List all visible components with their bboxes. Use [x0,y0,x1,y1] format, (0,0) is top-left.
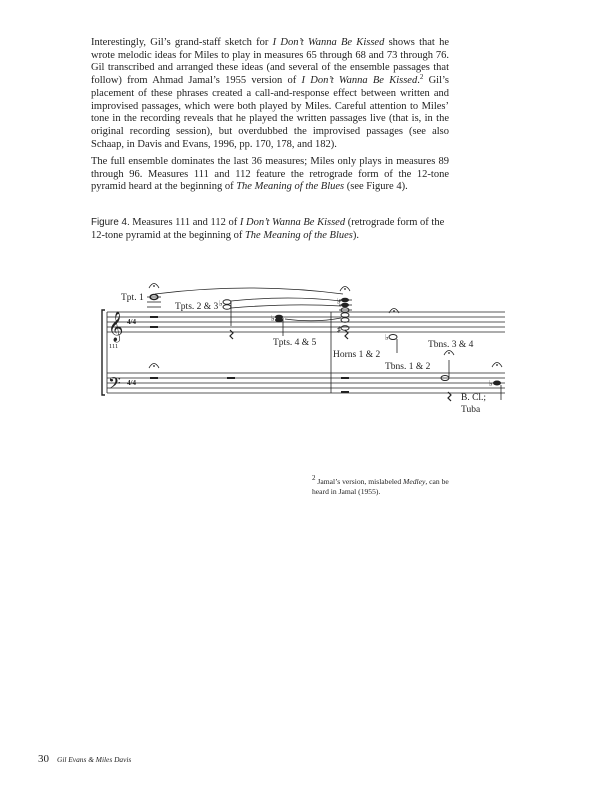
song-title: I Don’t Wanna Be Kissed [301,75,418,87]
tie [231,298,341,301]
text: The full ensemble dominates the last 36 measures; Miles only plays in measures 89 through 96. Measures 111 and 112 feature the retrograde form of the 12-tone pyramid heard at the beginning of [91,156,449,193]
page-number: 30 [38,753,49,765]
treble-clef-icon: 𝄞 [108,312,124,341]
flat-icon: ♭ [385,333,389,342]
text: Jamal’s version, mislabeled [315,477,404,486]
text: Measures 111 and 112 of [129,217,240,228]
time-signature: 4/4 [127,379,136,387]
tie [231,305,341,308]
flat-icon: ♭ [219,299,223,308]
figure-label: Figure 4. [91,217,130,228]
time-signature: 4/4 [127,318,136,326]
running-title: Gil Evans & Miles Davis [57,755,132,764]
text: shows that he wrote melodic ideas for Miles to play in measures 65 through 68 and 73 through 76. Gil transcribed and arranged these ideas (and several of the ensemble passages that follow) from Ahmad Jamal’s 1955 version of [91,37,449,87]
song-title: I Don’t Wanna Be Kissed [239,217,346,228]
text: (see Figure 4). [344,181,408,193]
label-tbns34: Tbns. 3 & 4 [428,340,474,350]
footnote [312,474,462,497]
text: Interestingly, Gil’s grand-staff sketch for [91,37,273,48]
text-italic: Medley [403,477,426,486]
tie [285,318,341,321]
song-title: I Don’t Wanna Be Kissed [272,37,385,48]
text: . [417,75,420,87]
flat-icon: ♭ [271,314,275,323]
text: (retrograde form of the 12-tone pyramid at the beginning of [91,217,445,241]
body-paragraph-1 [91,37,449,151]
music-score [95,250,515,420]
song-title: The Meaning of the Blues [244,229,353,241]
system-bracket [102,310,105,395]
flat-icon: ♭ [489,379,493,388]
page-footer [38,753,131,765]
label-bcl: B. Cl.; [461,393,487,403]
label-tpts23: Tpts. 2 & 3 [175,302,219,312]
text: , can be heard in Jamal (1955). [312,477,449,496]
instrument-labels [109,293,486,415]
bass-clef-icon: 𝄢 [108,375,121,397]
flat-icon: ♭ [337,297,341,306]
song-title: The Meaning of the Blues [236,181,345,193]
label-horns12: Horns 1 & 2 [333,350,381,360]
footnote-number: 2 [312,474,316,482]
label-tpt1: Tpt. 1 [121,293,144,303]
measure-number: 111 [109,343,119,350]
figure-caption [91,217,451,242]
text: ). [352,229,359,241]
text: Gil’s placement of these phrases created a call-and-response effect between written and improvised passages, which were both played by Miles. Careful attention to Miles’ tone in the recording reveals that he played the written passages live (that is, in the original recording session), but overdubbed the improvised passages (see also Schaap, in Davis and Evans, 1996, pp. 170, 178, and 182). [91,75,449,150]
label-tpts45: Tpts. 4 & 5 [273,338,317,348]
sharp-icon: ♯ [337,325,341,334]
body-paragraph-2 [91,156,449,194]
label-tuba: Tuba [461,405,481,415]
footnote-ref: 2 [419,73,424,82]
label-tbns12: Tbns. 1 & 2 [385,362,431,372]
tie [155,288,343,294]
